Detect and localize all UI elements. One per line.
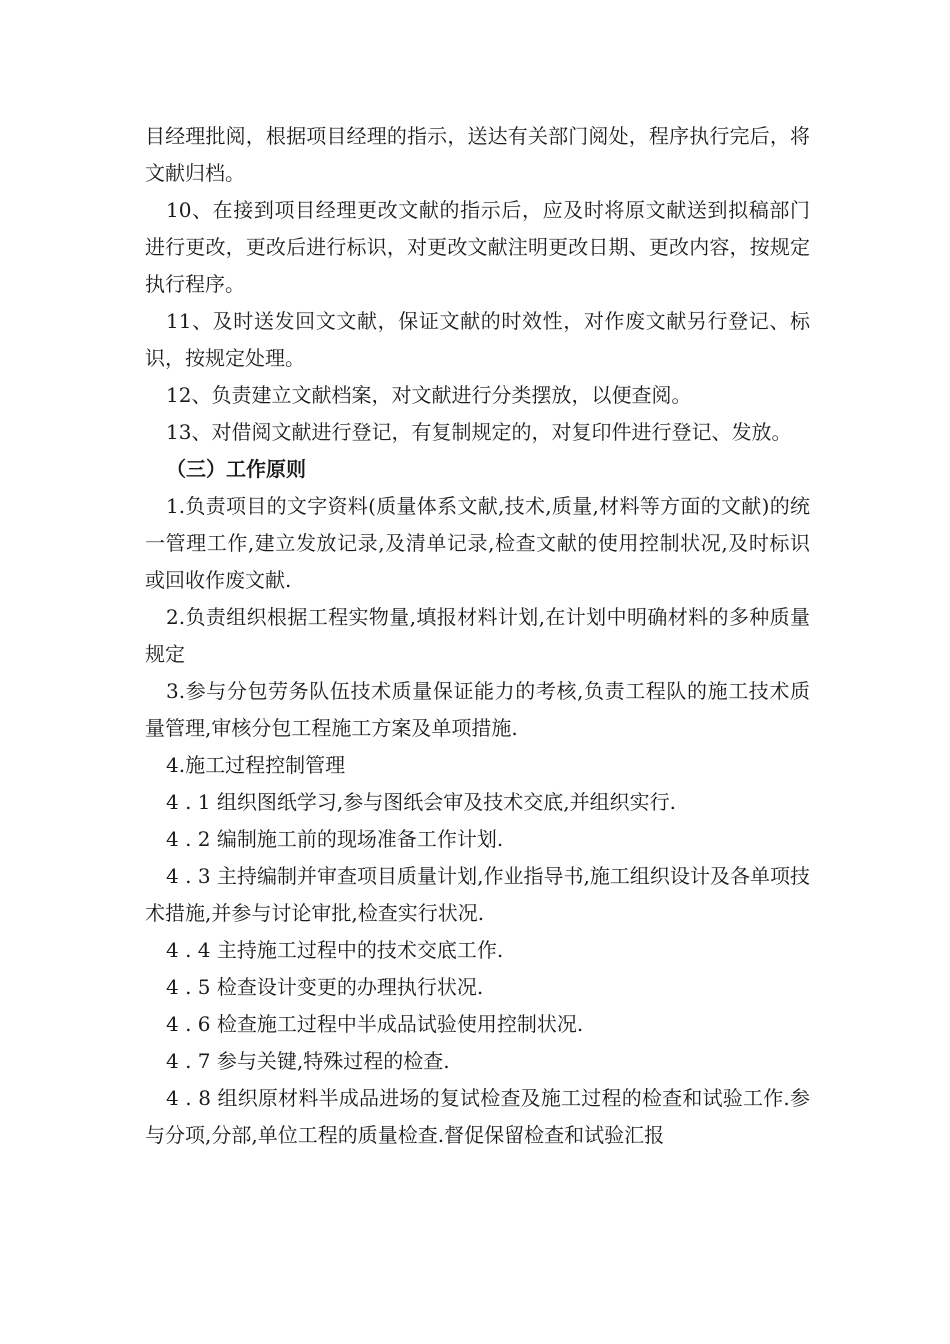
principle-item-1: 1.负责项目的文字资料(质量体系文献,技术,质量,材料等方面的文献)的统一管理工作,建立发放记录,及清单记录,检查文献的使用控制状况,及时标识或回收作废文献. — [145, 494, 810, 592]
sub-item-4-4: 4 . 4 主持施工过程中的技术交底工作. — [166, 938, 504, 962]
sub-item-4-3: 4 . 3 主持编制并审查项目质量计划,作业指导书,施工组织设计及各单项技术措施,并参与讨论审批,检查实行状况. — [145, 864, 810, 925]
paragraph-continuation: 目经理批阅，根据项目经理的指示，送达有关部门阅处，程序执行完后，将文献归档。 — [145, 124, 810, 185]
paragraph-item-11: 11、及时送发回文文献，保证文献的时效性，对作废文献另行登记、标识，按规定处理。 — [145, 309, 810, 370]
paragraph-item-12: 12、负责建立文献档案，对文献进行分类摆放，以便查阅。 — [166, 383, 692, 407]
document-page — [145, 118, 810, 1154]
principle-item-3: 3.参与分包劳务队伍技术质量保证能力的考核,负责工程队的施工技术质量管理,审核分包工程施工方案及单项措施. — [145, 679, 810, 740]
sub-item-4-8: 4 . 8 组织原材料半成品进场的复试检查及施工过程的检查和试验工作.参与分项,分部,单位工程的质量检查.督促保留检查和试验汇报 — [145, 1086, 810, 1147]
paragraph-item-13: 13、对借阅文献进行登记，有复制规定的，对复印件进行登记、发放。 — [166, 420, 792, 444]
sub-item-4-5: 4 . 5 检查设计变更的办理执行状况. — [166, 975, 484, 999]
sub-item-4-2: 4 . 2 编制施工前的现场准备工作计划. — [166, 827, 504, 851]
section-heading-work-principles: （三）工作原则 — [166, 457, 306, 481]
principle-item-2: 2.负责组织根据工程实物量,填报材料计划,在计划中明确材料的多种质量规定 — [145, 605, 810, 666]
sub-item-4-6: 4 . 6 检查施工过程中半成品试验使用控制状况. — [166, 1012, 584, 1036]
paragraph-item-10: 10、在接到项目经理更改文献的指示后，应及时将原文献送到拟稿部门进行更改，更改后进行标识，对更改文献注明更改日期、更改内容，按规定执行程序。 — [145, 198, 810, 296]
sub-item-4-7: 4 . 7 参与关键,特殊过程的检查. — [166, 1049, 450, 1073]
sub-item-4-1: 4 . 1 组织图纸学习,参与图纸会审及技术交底,并组织实行. — [166, 790, 676, 814]
principle-item-4: 4.施工过程控制管理 — [166, 753, 346, 777]
